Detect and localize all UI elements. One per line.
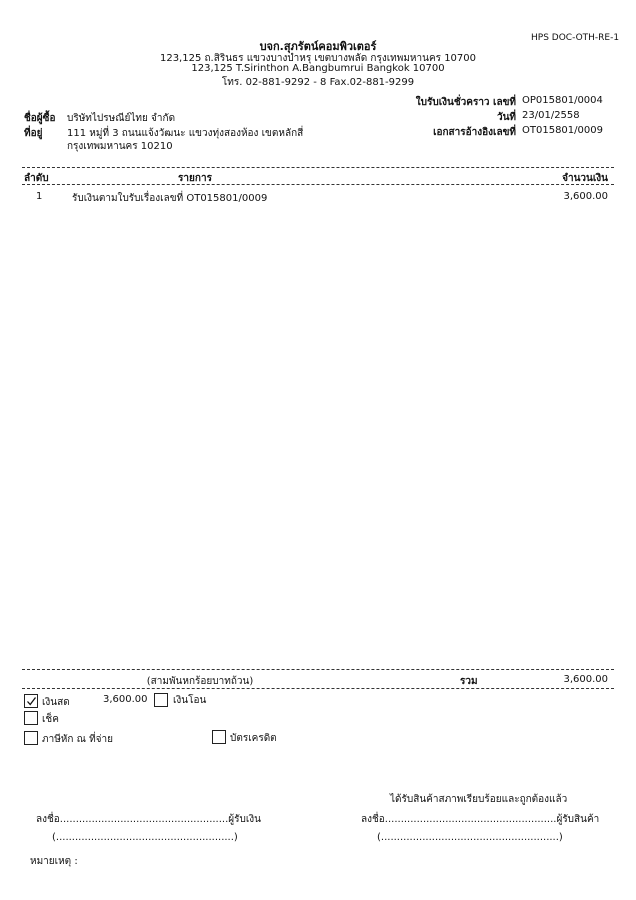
table-top-divider <box>22 167 614 168</box>
date-value: 23/01/2558 <box>522 110 580 121</box>
goods-receiver-signature-line: ลงชื่อ......................................................ผู้รับสินค้า <box>361 814 600 825</box>
totals-bottom-divider <box>22 688 614 689</box>
total-label: รวม <box>460 676 478 687</box>
remark-label: หมายเหตุ : <box>30 856 78 867</box>
company-address-en: 123,125 T.Sirinthon A.Bangbumrui Bangkok 10700 <box>191 63 445 74</box>
address-line-1: 111 หมู่ที่ 3 ถนนแจ้งวัฒนะ แขวงทุ่งสองห้อง เขตหลักสี่ <box>67 128 304 139</box>
receiver-name-line: (........................................................) <box>52 832 238 843</box>
transfer-checkbox[interactable] <box>154 693 168 707</box>
transfer-label: เงินโอน <box>173 695 207 706</box>
checkmark-icon <box>26 696 37 707</box>
column-header-description: รายการ <box>178 173 212 184</box>
date-label: วันที่ <box>496 112 516 123</box>
reference-number: OT015801/0009 <box>522 125 603 136</box>
column-header-no: ลำดับ <box>24 173 49 184</box>
cheque-checkbox[interactable] <box>24 711 38 725</box>
row-description: รับเงินตามใบรับเรื่องเลขที่ OT015801/0009 <box>72 193 268 204</box>
withholding-tax-checkbox[interactable] <box>24 731 38 745</box>
goods-received-note: ได้รับสินค้าสภาพเรียบร้อยและถูกต้องแล้ว <box>390 794 568 805</box>
totals-top-divider <box>22 669 614 670</box>
address-line-2: กรุงเทพมหานคร 10210 <box>67 141 173 152</box>
company-name: บจก.สุภรัตน์คอมพิวเตอร์ <box>259 40 377 53</box>
credit-card-checkbox[interactable] <box>212 730 226 744</box>
row-number: 1 <box>36 191 43 202</box>
receiver-signature-line: ลงชื่อ.....................................................ผู้รับเงิน <box>36 814 261 825</box>
column-header-amount: จำนวนเงิน <box>562 173 608 184</box>
address-label: ที่อยู่ <box>24 128 43 139</box>
amount-in-words: (สามพันหกร้อยบาทถ้วน) <box>146 676 254 687</box>
credit-card-label: บัตรเครดิต <box>230 733 277 744</box>
receipt-number: OP015801/0004 <box>522 95 603 106</box>
buyer-label: ชื่อผู้ซื้อ <box>24 113 56 124</box>
cheque-label: เช็ค <box>42 714 59 725</box>
goods-receiver-name-line: (........................................................) <box>377 832 563 843</box>
receipt-label: ใบรับเงินชั่วคราว เลขที่ <box>415 97 516 108</box>
company-address-th: 123,125 ถ.สิรินธร แขวงบางบำหรุ เขตบางพลัด กรุงเทพมหานคร 10700 <box>159 53 477 64</box>
company-phone: โทร. 02-881-9292 - 8 Fax.02-881-9299 <box>221 77 415 88</box>
row-amount: 3,600.00 <box>563 191 608 202</box>
cash-amount: 3,600.00 <box>103 694 148 705</box>
table-header-divider <box>22 184 614 185</box>
buyer-name: บริษัทไปรษณีย์ไทย จำกัด <box>67 113 176 124</box>
cash-checkbox[interactable] <box>24 694 38 708</box>
reference-label: เอกสารอ้างอิงเลขที่ <box>433 127 516 138</box>
total-amount: 3,600.00 <box>563 674 608 685</box>
cash-label: เงินสด <box>42 697 70 708</box>
document-code: HPS DOC-OTH-RE-1 <box>531 33 620 43</box>
withholding-tax-label: ภาษีหัก ณ ที่จ่าย <box>42 734 114 745</box>
